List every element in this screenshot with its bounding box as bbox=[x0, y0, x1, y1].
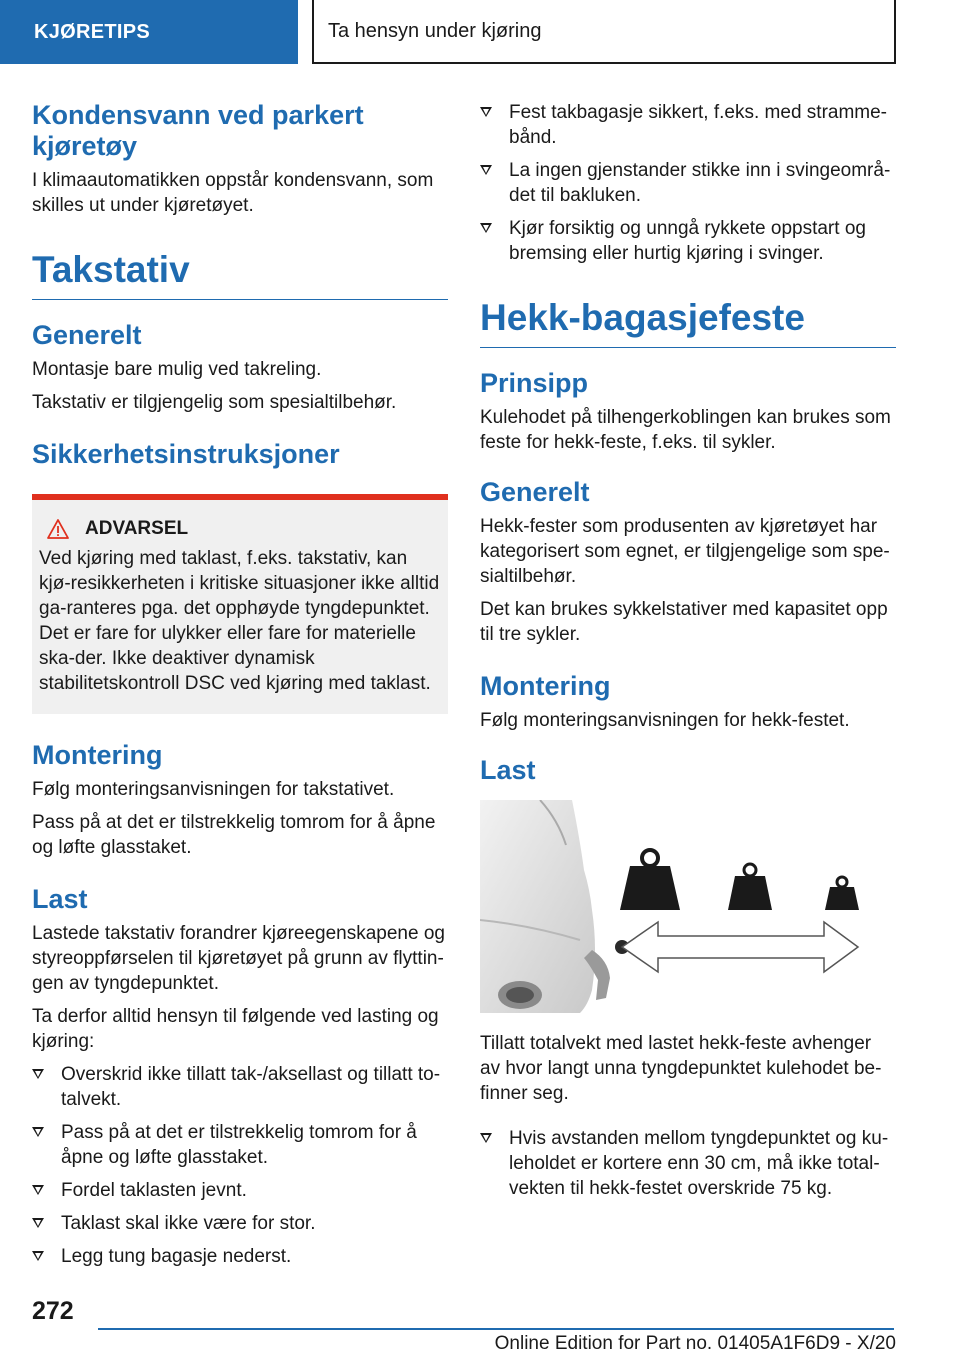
last-right-list bbox=[480, 1126, 896, 1201]
generelt-p2: Takstativ er tilgjengelig som spesialtilbehør. bbox=[32, 392, 397, 413]
list-item: Overskrid ikke tillatt tak-/aksellast og tillatt to-talvekt. bbox=[32, 1062, 448, 1112]
list-item: Kjør forsiktig og unngå rykkete oppstart og bremsing eller hurtig kjøring i svinger. bbox=[480, 216, 896, 266]
list-item: Hvis avstanden mellom tyngdepunktet og ku-leholdet er kortere enn 30 cm, må ikke total-vekten til hekk-festet overskride 75 kg. bbox=[480, 1126, 896, 1201]
prinsipp-heading: Prinsipp bbox=[480, 368, 589, 398]
warning-triangle-icon bbox=[47, 519, 69, 539]
section-tab bbox=[0, 0, 298, 64]
list-item: La ingen gjenstander stikke inn i svingeområ-det til bakluken. bbox=[480, 158, 896, 208]
last-right-p1: Tillatt totalvekt med lastet hekk-feste avhenger av hvor langt unna tyngdepunktet kulehodet be-finner seg. bbox=[480, 1033, 882, 1104]
tow-hitch-load-illustration bbox=[480, 800, 896, 1013]
last-p2: Ta derfor alltid hensyn til følgende ved lasting og kjøring: bbox=[32, 1006, 439, 1052]
warning-header bbox=[39, 518, 442, 540]
footer-divider bbox=[98, 1328, 894, 1330]
bullet-triangle-icon bbox=[32, 1251, 44, 1261]
kondens-heading: Kondensvann ved parkert kjøretøy bbox=[32, 100, 364, 161]
list-item: Taklast skal ikke være for stor. bbox=[32, 1211, 448, 1236]
large-weight-icon bbox=[620, 850, 680, 910]
generelt-p1: Montasje bare mulig ved takreling. bbox=[32, 359, 322, 380]
distance-arrow-icon bbox=[622, 922, 858, 972]
chapter-title-box bbox=[312, 0, 896, 64]
warning-box bbox=[32, 494, 448, 714]
takstativ-heading: Takstativ bbox=[32, 248, 448, 300]
last-p1: Lastede takstativ forandrer kjøreegenskapene og styreoppførselen til kjøretøyet på grunn av flyttin-gen av tyngdepunktet. bbox=[32, 923, 445, 994]
montering-p2: Pass på at det er tilstrekkelig tomrom for å åpne og løfte glasstaket. bbox=[32, 812, 436, 858]
bullet-triangle-icon bbox=[32, 1127, 44, 1137]
montering-right-p1: Følg monteringsanvisningen for hekk-festet. bbox=[480, 710, 850, 731]
montering-p1: Følg monteringsanvisningen for takstativet. bbox=[32, 779, 395, 800]
page-number: 272 bbox=[32, 1297, 74, 1325]
hekk-heading: Hekk-bagasjefeste bbox=[480, 296, 896, 348]
list-item: Fordel taklasten jevnt. bbox=[32, 1178, 448, 1203]
generelt-right-p2: Det kan brukes sykkelstativer med kapasitet opp til tre sykler. bbox=[480, 599, 888, 645]
generelt-right-p1: Hekk-fester som produsenten av kjøretøyet har kategorisert som egnet, er tilgjengelige som spe-sialtilbehør. bbox=[480, 516, 890, 587]
bullet-triangle-icon bbox=[480, 165, 492, 175]
last-list bbox=[32, 1062, 448, 1269]
generelt-heading-right: Generelt bbox=[480, 477, 590, 507]
kondens-text: I klimaautomatikken oppstår kondensvann, som skilles ut under kjøretøyet. bbox=[32, 170, 434, 216]
left-column bbox=[32, 100, 448, 1277]
right-column bbox=[480, 100, 896, 1209]
bullet-triangle-icon bbox=[480, 107, 492, 117]
warning-text: Ved kjøring med taklast, f.eks. takstativ, kan kjø-resikkerheten i kritiske situasjoner ikke alltid ga-ranteres pga. det opphøyde tyngdepunktet. Det er fare for ulykker eller fare for materielle ska-der. Ikke deaktiver dynamisk stabilitetskontroll DSC ved kjøring med taklast. bbox=[39, 548, 440, 694]
bullet-triangle-icon bbox=[32, 1218, 44, 1228]
chapter-title: Ta hensyn under kjøring bbox=[328, 19, 542, 42]
takbagasje-list bbox=[480, 100, 896, 266]
last-heading: Last bbox=[32, 884, 88, 914]
small-weight-icon bbox=[825, 877, 859, 910]
edition-note: Online Edition for Part no. 01405A1F6D9 - X/20 bbox=[494, 1333, 896, 1354]
list-item: Fest takbagasje sikkert, f.eks. med stramme-bånd. bbox=[480, 100, 896, 150]
warning-label: ADVARSEL bbox=[85, 518, 189, 539]
montering-heading: Montering bbox=[32, 740, 163, 770]
car-rear-icon bbox=[480, 800, 595, 1013]
generelt-heading: Generelt bbox=[32, 320, 142, 350]
prinsipp-text: Kulehodet på tilhengerkoblingen kan brukes som feste for hekk-feste, f.eks. til sykler. bbox=[480, 407, 891, 453]
sikkerhet-heading: Sikkerhetsinstruksjoner bbox=[32, 439, 340, 469]
list-item: Pass på at det er tilstrekkelig tomrom for å åpne og løfte glasstaket. bbox=[32, 1120, 448, 1170]
bullet-triangle-icon bbox=[32, 1069, 44, 1079]
bullet-triangle-icon bbox=[480, 1133, 492, 1143]
hitch-diagram-svg bbox=[480, 800, 896, 1013]
bullet-triangle-icon bbox=[32, 1185, 44, 1195]
bullet-triangle-icon bbox=[480, 223, 492, 233]
section-label: KJØRETIPS bbox=[34, 20, 151, 43]
list-item: Legg tung bagasje nederst. bbox=[32, 1244, 448, 1269]
last-heading-right: Last bbox=[480, 755, 536, 785]
montering-heading-right: Montering bbox=[480, 671, 611, 701]
medium-weight-icon bbox=[728, 864, 772, 910]
